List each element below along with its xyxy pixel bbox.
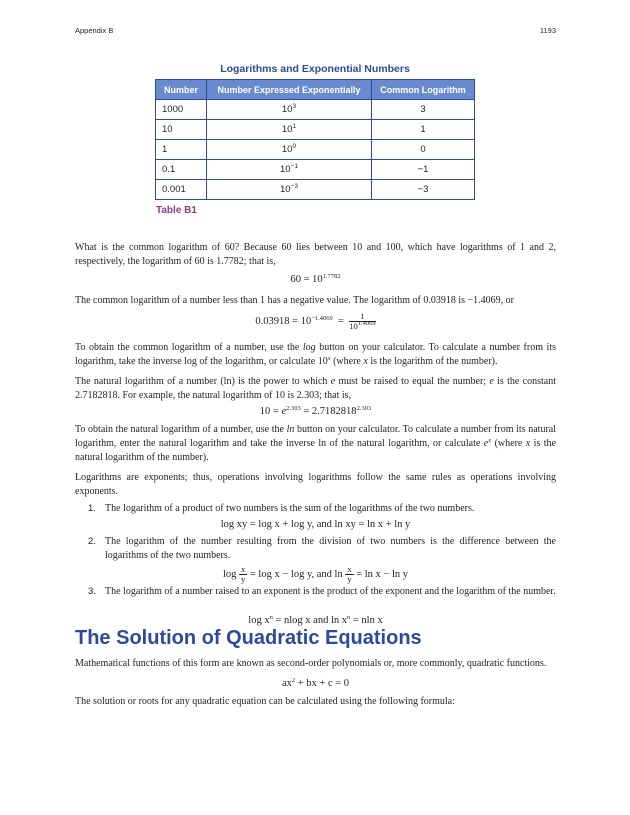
cell-logarithm: 3: [372, 100, 475, 120]
cell-number: 1: [156, 140, 207, 160]
equation: $0.03918 = 10^{-1.4069}$ = $\frac{1}{10^{1.4069}}$: [255, 311, 376, 331]
list-item: 3. The logarithm of a number raised to an exponent is the product of the exponent and the logarithm of the number.: [88, 586, 556, 597]
paragraph: The common logarithm of a number less than 1 has a negative value. The logarithm of 0.03918 is −1.4069, or: [75, 295, 514, 306]
equation: $10 = e^{2.303} = 2.7182818^{2.303}$: [259, 405, 372, 417]
equation: $\log x^n = nlog$ x and $\ln x^n = nln$ x: [248, 614, 383, 626]
paragraph: What is the common logarithm of 60? Because 60 lies between 10 and 100, which have logarithms of 1 and 2, respectively, the logarithm of 60 is 1.7782; that is,: [75, 242, 556, 267]
equation: log xy = log x + log y, and ln xy = ln x + ln y: [220, 519, 411, 530]
table-row: [156, 140, 475, 160]
paragraph: To obtain the natural logarithm of a number, use the ln button on your calculator. To calculate a number from its natural logarithm, enter the natural logarithm and take the inverse ln of the natural logarithm, or calculate $e^x$ (where x is the natural logarithm of the number).: [75, 424, 557, 463]
cell-number: 10: [156, 120, 207, 140]
logarithm-table: [155, 79, 475, 200]
paragraph: The solution or roots for any quadratic equation can be calculated using the following formula:: [75, 696, 455, 707]
table-header-row: [156, 80, 475, 100]
page-number: 1193: [539, 26, 556, 35]
fraction: $\frac{x}{y}$: [241, 564, 246, 584]
equation: log $\frac{x}{y}$ = log x − log y, and ln $\frac{x}{y}$ = ln x − ln y: [222, 564, 409, 584]
cell-exponential: $10^0$: [207, 140, 372, 160]
cell-logarithm: −1: [372, 160, 475, 180]
table-row: [156, 120, 475, 140]
list-item: 2. The logarithm of the number resulting from the division of two numbers is the difference between the logarithms of the two numbers.: [88, 536, 556, 561]
section-heading: The Solution of Quadratic Equations: [75, 627, 422, 649]
list-item: 1. The logarithm of a product of two numbers is the sum of the logarithms of the two numbers.: [88, 503, 475, 514]
paragraph: Logarithms are exponents; thus, operations involving logarithms follow the same rules as operations involving exponents.: [75, 472, 556, 497]
equation: $ax^2$ + bx + c = 0: [281, 677, 350, 689]
paragraph: Mathematical functions of this form are known as second-order polynomials or, more commonly, quadratic functions.: [75, 658, 547, 669]
cell-exponential: $10^1$: [207, 120, 372, 140]
running-header-left: Appendix B: [75, 26, 114, 35]
column-header-number: Number: [156, 80, 207, 100]
column-header-logarithm: Common Logarithm: [372, 80, 475, 100]
paragraph: The natural logarithm of a number (ln) is the power to which e must be raised to equal the number; e is the constant 2.7182818. For example, the natural logarithm of 10 is 2.303; that is,: [75, 376, 556, 401]
table-caption: Table B1: [156, 205, 197, 216]
cell-logarithm: −3: [372, 180, 475, 200]
table-row: [156, 160, 475, 180]
cell-exponential: $10^{-1}$: [207, 160, 372, 180]
cell-exponential: $10^{-3}$: [207, 180, 372, 200]
equation: $60 = 10^{1.7782}$: [290, 273, 341, 285]
cell-logarithm: 1: [372, 120, 475, 140]
cell-exponential: $10^3$: [207, 100, 372, 120]
fraction: $\frac{1}{10^{1.4069}}$: [349, 311, 376, 331]
table-row: [156, 180, 475, 200]
cell-number: 0.1: [156, 160, 207, 180]
cell-logarithm: 0: [372, 140, 475, 160]
cell-number: 0.001: [156, 180, 207, 200]
table-title: Logarithms and Exponential Numbers: [220, 63, 410, 75]
paragraph: To obtain the common logarithm of a number, use the log button on your calculator. To calculate a number from its logarithm, take the inverse log of the logarithm, or calculate 10$^x$ (where x is the logarithm of the number).: [75, 342, 556, 367]
cell-number: 1000: [156, 100, 207, 120]
fraction: $\frac{x}{y}$: [347, 564, 352, 584]
table-row: [156, 100, 475, 120]
column-header-exponential: Number Expressed Exponentially: [207, 80, 372, 100]
